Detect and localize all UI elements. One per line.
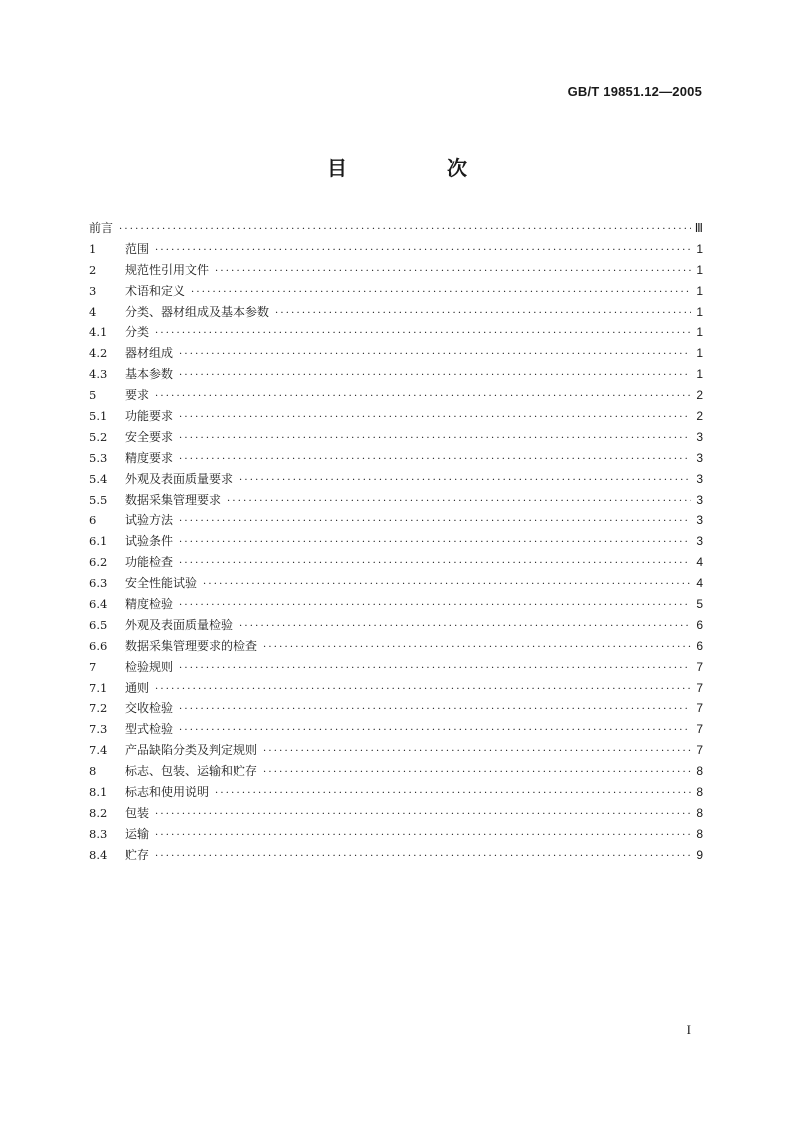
- toc-entry-number: 4.2: [89, 346, 108, 361]
- toc-entry-page: 1: [696, 346, 703, 361]
- toc-leader-dots: [179, 700, 691, 721]
- toc-title: 目 次: [327, 156, 507, 180]
- toc-entry[interactable]: [89, 657, 703, 678]
- toc-leader-dots: [179, 366, 691, 387]
- toc-entry-label: 外观及表面质量检验: [125, 617, 234, 632]
- toc-entry[interactable]: [89, 824, 703, 845]
- toc-entry-number: 8.1: [89, 785, 108, 800]
- toc-leader-dots: [263, 742, 691, 763]
- toc-entry-page: 9: [696, 847, 703, 862]
- toc-entry[interactable]: [89, 803, 703, 824]
- toc-leader-dots: [179, 659, 691, 680]
- toc-entry-label: 分类、器材组成及基本参数: [125, 304, 270, 319]
- toc-entry-label: 器材组成: [125, 346, 174, 361]
- toc-entry-number: 6.1: [89, 534, 108, 549]
- toc-entry-label: 试验条件: [125, 534, 174, 549]
- toc-entry[interactable]: [89, 385, 703, 406]
- toc-entry-number: 6.6: [89, 638, 108, 653]
- toc-entry-number: 7.4: [89, 743, 108, 758]
- toc-entry-number: 5: [89, 388, 97, 403]
- toc-leader-dots: [179, 721, 691, 742]
- toc-entry-page: Ⅲ: [694, 221, 703, 235]
- toc-leader-dots: [179, 408, 691, 429]
- toc-entry-number: 8.2: [89, 805, 108, 820]
- toc-entry-label: 标志和使用说明: [125, 785, 210, 800]
- toc-entry-page: 8: [696, 805, 703, 820]
- toc-leader-dots: [239, 471, 691, 492]
- toc-entry-number: 8: [89, 764, 97, 779]
- toc-leader-dots: [203, 575, 691, 596]
- toc-entry[interactable]: [89, 427, 703, 448]
- toc-entry-number: 1: [89, 241, 97, 256]
- toc-entry-number: 5.5: [89, 492, 108, 507]
- toc-entry[interactable]: [89, 510, 703, 531]
- toc-entry-number: 5.1: [89, 409, 108, 424]
- toc-entry-number: 4.1: [89, 325, 108, 340]
- toc-entry[interactable]: [89, 322, 703, 343]
- page-number: I: [686, 1022, 691, 1037]
- toc-entry[interactable]: [89, 406, 703, 427]
- toc-entry[interactable]: [89, 636, 703, 657]
- toc-entry-page: 7: [696, 743, 703, 758]
- toc-entry-number: 8.4: [89, 847, 108, 862]
- toc-entry-page: 3: [696, 450, 703, 465]
- toc-entry-number: 4: [89, 304, 97, 319]
- toc-entry[interactable]: [89, 740, 703, 761]
- toc-entry[interactable]: [89, 364, 703, 385]
- toc-leader-dots: [155, 387, 691, 408]
- toc-leader-dots: [263, 763, 691, 784]
- toc-entry[interactable]: [89, 218, 703, 239]
- toc-entry-label: 包装: [125, 805, 150, 820]
- toc-leader-dots: [155, 847, 691, 868]
- toc-entry-number: 8.3: [89, 826, 108, 841]
- toc-entry-number: 6.3: [89, 576, 108, 591]
- toc-entry-page: 1: [696, 367, 703, 382]
- toc-entry[interactable]: [89, 573, 703, 594]
- toc-entry[interactable]: [89, 260, 703, 281]
- toc-leader-dots: [179, 345, 691, 366]
- toc-entry-label: 精度要求: [125, 450, 174, 465]
- toc-entry[interactable]: [89, 719, 703, 740]
- toc-entry-page: 1: [696, 304, 703, 319]
- toc-entry-label: 标志、包装、运输和贮存: [125, 764, 258, 779]
- toc-entry-label: 功能要求: [125, 409, 174, 424]
- toc-entry-label: 产品缺陷分类及判定规则: [125, 743, 258, 758]
- toc-leader-dots: [179, 512, 691, 533]
- toc-entry-number: 2: [89, 262, 97, 277]
- toc-entry-page: 1: [696, 283, 703, 298]
- toc-entry-page: 3: [696, 534, 703, 549]
- toc-entry-page: 8: [696, 826, 703, 841]
- toc-entry-number: 3: [89, 283, 97, 298]
- toc-leader-dots: [155, 805, 691, 826]
- toc-entry[interactable]: [89, 531, 703, 552]
- toc-entry[interactable]: [89, 469, 703, 490]
- toc-leader-dots: [179, 429, 691, 450]
- toc-leader-dots: [179, 533, 691, 554]
- toc-entry-label: 数据采集管理要求的检查: [125, 638, 258, 653]
- toc-entry-page: 3: [696, 429, 703, 444]
- toc-entry-page: 4: [696, 555, 703, 570]
- toc-leader-dots: [263, 638, 691, 659]
- toc-leader-dots: [155, 241, 691, 262]
- toc-entry-label: 基本参数: [125, 367, 174, 382]
- toc-entry[interactable]: [89, 698, 703, 719]
- toc-entry-page: 7: [696, 722, 703, 737]
- toc-entry-label: 数据采集管理要求: [125, 492, 222, 507]
- toc-leader-dots: [191, 283, 691, 304]
- toc-entry-number: 5.3: [89, 450, 108, 465]
- toc-entry[interactable]: [89, 302, 703, 323]
- toc-entry[interactable]: [89, 782, 703, 803]
- toc-entry-label: 通则: [125, 680, 150, 695]
- toc-entry-number: 5.2: [89, 429, 108, 444]
- toc-leader-dots: [155, 324, 691, 345]
- toc-entry-page: 3: [696, 471, 703, 486]
- toc-entry-number: 7.2: [89, 701, 108, 716]
- table-of-contents: [89, 218, 703, 866]
- toc-entry[interactable]: [89, 678, 703, 699]
- toc-leader-dots: [215, 262, 691, 283]
- toc-leader-dots: [119, 220, 691, 241]
- toc-leader-dots: [179, 450, 691, 471]
- toc-entry-page: 1: [696, 241, 703, 256]
- toc-entry-label: 交收检验: [125, 701, 174, 716]
- toc-leader-dots: [275, 304, 691, 325]
- toc-entry[interactable]: [89, 845, 703, 866]
- toc-entry-page: 8: [696, 785, 703, 800]
- toc-entry-page: 3: [696, 513, 703, 528]
- toc-entry-label: 运输: [125, 826, 150, 841]
- toc-entry-label: 精度检验: [125, 597, 174, 612]
- toc-entry[interactable]: [89, 552, 703, 573]
- toc-entry-page: 6: [696, 638, 703, 653]
- standard-number: GB/T 19851.12—2005: [567, 84, 702, 99]
- toc-entry-number: 4.3: [89, 367, 108, 382]
- toc-entry-label: 功能检查: [125, 555, 174, 570]
- toc-entry-number: 7.3: [89, 722, 108, 737]
- toc-entry-page: 7: [696, 701, 703, 716]
- toc-entry-page: 3: [696, 492, 703, 507]
- toc-leader-dots: [179, 596, 691, 617]
- toc-entry[interactable]: [89, 615, 703, 636]
- toc-leader-dots: [239, 617, 691, 638]
- toc-entry[interactable]: [89, 448, 703, 469]
- toc-entry-number: 7.1: [89, 680, 108, 695]
- toc-leader-dots: [155, 826, 691, 847]
- toc-entry-page: 7: [696, 680, 703, 695]
- toc-entry[interactable]: [89, 761, 703, 782]
- toc-entry-label: 安全性能试验: [125, 576, 198, 591]
- toc-entry-page: 2: [696, 409, 703, 424]
- toc-entry-page: 8: [696, 764, 703, 779]
- toc-entry-label: 安全要求: [125, 429, 174, 444]
- toc-entry-label: 试验方法: [125, 513, 174, 528]
- toc-entry[interactable]: [89, 343, 703, 364]
- toc-entry-page: 6: [696, 617, 703, 632]
- toc-entry-label: 范围: [125, 241, 150, 256]
- toc-leader-dots: [227, 492, 691, 513]
- toc-entry-label: 外观及表面质量要求: [125, 471, 234, 486]
- toc-entry-number: 6.4: [89, 597, 108, 612]
- toc-entry-number: 6.2: [89, 555, 108, 570]
- toc-entry-label: 检验规则: [125, 659, 174, 674]
- toc-entry-label: 贮存: [125, 847, 150, 862]
- toc-entry-page: 2: [696, 388, 703, 403]
- toc-entry-number: 6: [89, 513, 97, 528]
- toc-leader-dots: [155, 680, 691, 701]
- toc-leader-dots: [179, 554, 691, 575]
- toc-entry[interactable]: [89, 281, 703, 302]
- toc-entry-page: 7: [696, 659, 703, 674]
- toc-entry-label: 分类: [125, 325, 150, 340]
- toc-entry-label: 要求: [125, 388, 150, 403]
- toc-entry[interactable]: [89, 490, 703, 511]
- toc-entry-label: 规范性引用文件: [125, 262, 210, 277]
- toc-entry-page: 5: [696, 597, 703, 612]
- toc-entry-number: 7: [89, 659, 97, 674]
- toc-entry-page: 1: [696, 262, 703, 277]
- toc-entry-label: 前言: [89, 221, 114, 235]
- toc-entry-page: 4: [696, 576, 703, 591]
- toc-entry[interactable]: [89, 594, 703, 615]
- toc-entry-page: 1: [696, 325, 703, 340]
- toc-entry-number: 6.5: [89, 617, 108, 632]
- toc-leader-dots: [215, 784, 691, 805]
- toc-entry-number: 5.4: [89, 471, 108, 486]
- toc-entry[interactable]: [89, 239, 703, 260]
- toc-entry-label: 术语和定义: [125, 283, 186, 298]
- toc-entry-label: 型式检验: [125, 722, 174, 737]
